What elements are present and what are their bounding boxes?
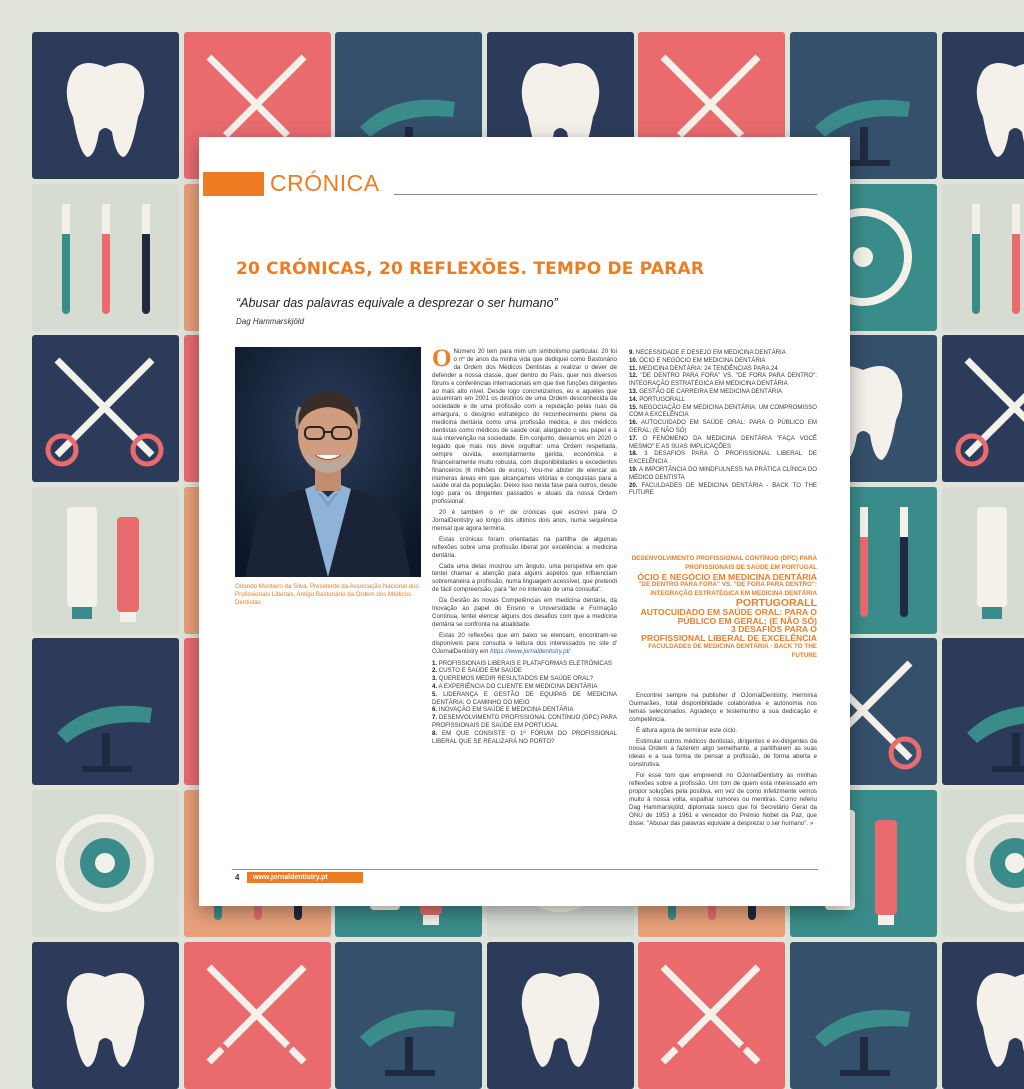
list-item bbox=[432, 730, 617, 746]
paragraph: Encontrei sempre na publisher d' OJornalDentistry, Herminia Guimarães, total disponibilidade colaborativa e autonomia nos temas selecionados. Agradeço e testemunho a sua dedicação e competência. bbox=[629, 692, 817, 723]
pull-quote-line: PORTUGORALL bbox=[735, 596, 817, 609]
list-item bbox=[432, 660, 617, 668]
list-item-number: 7. bbox=[432, 714, 438, 722]
epigraph-author: Dag Hammarskjöld bbox=[236, 317, 305, 326]
list-item bbox=[432, 706, 617, 714]
lead-text: Número 20 tem para mim um simbolismo particular. 20 foi o nº de anos da minha vida que dediquei como Bastonário da Ordem dos Médicos Dentistas a realizar o dever de defender a nossa classe, quer dentro do País, quer nos diversos fóruns e conferências internacionais em que tive funções dirigentes ao mais alto nível. Desde logo concretizamos, eu e aqueles que assumiram em 2001 os destinos de uma Ordem desconhecida da sociedade e de uma profissão com a reputação pelas ruas da amargura, o desígnio estratégico do reconhecimento pleno da medicina dentária como uma profissão médica, e dos médicos dentistas como médicos de saúde oral, alargando o seu papel e a sua intervenção na sociedade. Em conjunto, deixamos em 2020 o legado que mais nos deve orgulhar: uma Ordem respeitada, sempre ouvida, exemplarmente gerida, económica e financeiramente muito robusta, com disponibilidades e excedentes financeiros (6 milhões de euros). Vou-me abster de elencar as inúmeras áreas em que alcançamos vitórias e conquistas para a saúde oral da população. Deixo isso nesta fase para outros, desde logo para os dirigentes passados e atuais da nossa Ordem profissional. bbox=[432, 348, 617, 506]
tooth-icon bbox=[32, 32, 179, 179]
article-headline: 20 CRÓNICAS, 20 REFLEXÕES. TEMPO DE PARAR bbox=[236, 259, 705, 279]
list-item-number: 3. bbox=[432, 675, 438, 683]
paragraph-text: Estas 20 reflexões que em baixo se elencam, encontram-se disponíveis para consulta e leitura dos interessados no site d' OJornalDentistry em bbox=[432, 631, 617, 655]
list-item-number: 1. bbox=[432, 659, 438, 667]
brush-icon bbox=[32, 184, 179, 331]
photo-caption: Orlando Monteiro da Silva, Presidente da Associação Nacional dos Profissionais Liberais, Antigo Bastonário da Ordem dos Médicos Dentistas bbox=[235, 583, 419, 606]
magazine-page bbox=[199, 137, 850, 906]
tooth-icon bbox=[942, 942, 1024, 1089]
list-item-number: 4. bbox=[432, 682, 438, 690]
pull-quote-line: INTEGRAÇÃO ESTRATÉGICA EM MEDICINA DENTÁRIA bbox=[650, 590, 817, 598]
paragraph: Da Gestão às novas Competências em medicina dentária, da Inovação ao papel do Ensino e Universidade e Formação Contínua, tentei elencar alguns dos desafios com que a medicina dentária se confronta na atualidade. bbox=[432, 597, 617, 628]
list-item-number: 16. bbox=[629, 419, 638, 427]
list-item-title: MEDICINA DENTÁRIA: 24 TENDÊNCIAS PARA 24 bbox=[638, 364, 778, 372]
pull-quote-line: PROFISSIONAIS DE SAÚDE EM PORTUGAL bbox=[685, 563, 817, 571]
list-item-number: 14. bbox=[629, 395, 638, 403]
chronicles-list-9-20 bbox=[629, 349, 817, 497]
list-item bbox=[629, 349, 817, 357]
list-item-title: QUEREMOS MEDIR RESULTADOS EM SAÚDE ORAL? bbox=[438, 675, 593, 683]
list-item-title: INOVAÇÃO EM SAÚDE E MEDICINA DENTÁRIA bbox=[438, 706, 574, 714]
list-item-number: 13. bbox=[629, 387, 638, 395]
chair-icon bbox=[32, 638, 179, 785]
list-item-title: FACULDADES DE MEDICINA DENTÁRIA - BACK TO THE FUTURE bbox=[629, 481, 817, 497]
list-item-number: 10. bbox=[629, 356, 638, 364]
list-item bbox=[629, 435, 817, 451]
scissors-icon bbox=[32, 335, 179, 482]
paragraph bbox=[432, 632, 617, 656]
list-item bbox=[629, 357, 817, 365]
page-number: 4 bbox=[235, 873, 240, 882]
paragraph: É altura agora de terminar este ciclo. bbox=[636, 726, 738, 734]
footer-rule bbox=[232, 869, 818, 870]
article-column-1 bbox=[432, 345, 617, 745]
list-item-number: 2. bbox=[432, 667, 438, 675]
list-item-number: 11. bbox=[629, 364, 638, 372]
section-title: CRÓNICA bbox=[270, 170, 380, 196]
list-item-number: 20. bbox=[629, 481, 638, 489]
paragraph: 20 é também o nº de crónicas que escrevi para O JornalDentistry ao longo dos últimos dois anos, numa sequência mensal que agora termina. bbox=[432, 509, 617, 532]
list-item-number: 18. bbox=[629, 450, 638, 458]
chair-icon bbox=[942, 638, 1024, 785]
list-item bbox=[432, 714, 617, 730]
lead-paragraph bbox=[432, 345, 617, 506]
section-accent-bar bbox=[203, 172, 264, 196]
list-item bbox=[629, 372, 817, 388]
list-item-title: EM QUE CONSISTE O 1º FÓRUM DO PROFISSIONAL LIBERAL QUE SE REALIZARÁ NO PORTO? bbox=[432, 729, 617, 745]
tooth-icon bbox=[487, 942, 634, 1089]
list-item-title: PORTUGORALL bbox=[639, 395, 686, 403]
list-item-title: NECESSIDADE E DESEJO EM MEDICINA DENTÁRIA bbox=[635, 349, 786, 356]
paragraph: Foi esse tom que empreendi no OJornalDentistry às minhas reflexões sobre a profissão. Um tom de quem está interessado em propor soluções pela positiva, em vez de como infelizmente vemos muito à nossa volta, espalhar rumores ou mentiras. Como referiu Dag Hammarskjöld, diplomata sueco que foi Secretário Geral da ONU de 1953 a 1961 e vencedor do Prémio Nobel da Paz, que disse: "Abusar das palavras equivale a desprezar o ser humano". » bbox=[629, 772, 817, 827]
scissors-icon bbox=[942, 335, 1024, 482]
list-item-title: CUSTO E SAÚDE EM SAÚDE bbox=[438, 667, 522, 675]
list-item-title: ÓCIO E NEGÓCIO EM MEDICINA DENTÁRIA bbox=[639, 356, 766, 364]
epigraph-quote: “Abusar das palavras equivale a desprezar o ser humano” bbox=[236, 296, 558, 310]
list-item-number: 19. bbox=[629, 465, 638, 473]
list-item-title: PROFISSIONAIS LIBERAIS E PLATAFORMAS ELETRÓNICAS bbox=[438, 659, 612, 667]
list-item-title: A IMPORTÂNCIA DO MINDFULNESS NA PRÁTICA CLÍNICA DO MÉDICO DENTISTA bbox=[629, 465, 817, 481]
pull-quote-line: PÚBLICO EM GERAL; (E NÃO SÓ) bbox=[677, 615, 817, 626]
list-item-title: AUTOCUIDADO EM SAÚDE ORAL: PARA O PÚBLICO EM GERAL; (E NÃO SÓ) bbox=[629, 419, 817, 434]
list-item bbox=[629, 388, 817, 396]
list-item-title: NEGOCIAÇÃO EM MEDICINA DENTÁRIA: UM COMPROMISSO COM A EXCELÊNCIA bbox=[629, 403, 817, 419]
tube-icon bbox=[32, 487, 179, 634]
list-item bbox=[629, 404, 817, 420]
list-item-number: 15. bbox=[629, 403, 638, 411]
chair-icon bbox=[335, 942, 482, 1089]
list-item-number: 5. bbox=[432, 690, 438, 698]
pull-quote-line: PROFISSIONAL LIBERAL DE EXCELÊNCIA bbox=[641, 633, 817, 644]
pull-quote-line: AUTOCUIDADO EM SAÚDE ORAL: PARA O bbox=[640, 606, 817, 617]
list-item bbox=[432, 691, 617, 707]
mirror-icon bbox=[32, 790, 179, 937]
list-item bbox=[629, 365, 817, 373]
list-item bbox=[629, 396, 817, 404]
list-item bbox=[432, 683, 617, 691]
pull-quote-line: "DE DENTRO PARA FORA" VS. "DE FORA PARA DENTRO": bbox=[638, 581, 817, 589]
list-item bbox=[629, 419, 817, 435]
scissors-icon bbox=[184, 942, 331, 1089]
chair-icon bbox=[790, 942, 937, 1089]
article-column-2 bbox=[629, 349, 817, 497]
list-item bbox=[629, 466, 817, 482]
author-photo bbox=[235, 347, 421, 577]
list-item-number: 8. bbox=[432, 729, 438, 737]
list-item-title: DESENVOLVIMENTO PROFISSIONAL CONTÍNUO (DPC) PARA PROFISSIONAIS DE SAÚDE EM PORTUGAL bbox=[432, 714, 617, 729]
tooth-icon bbox=[32, 942, 179, 1089]
list-item-number: 12. bbox=[629, 372, 638, 380]
list-item-title: 3 DESAFIOS PARA O PROFISSIONAL LIBERAL DE EXCELÊNCIA bbox=[629, 450, 817, 466]
pull-quote-line: FACULDADES DE MEDICINA DENTÁRIA - BACK TO THE FUTURE bbox=[648, 642, 817, 659]
website-link[interactable]: https://www.jornaldentistry.pt/ bbox=[490, 647, 571, 655]
tooth-icon bbox=[942, 32, 1024, 179]
chronicles-list-1-8 bbox=[432, 660, 617, 746]
paragraph: Estas crónicas foram orientadas na partilha de algumas reflexões sobre uma profissão liberal por excelência: a medicina dentária. bbox=[432, 535, 617, 559]
article-column-2-closing bbox=[629, 692, 817, 831]
list-item bbox=[629, 450, 817, 466]
section-rule bbox=[394, 194, 817, 195]
list-item-number: 17. bbox=[629, 434, 638, 442]
brush-icon bbox=[942, 184, 1024, 331]
mirror-icon bbox=[942, 790, 1024, 937]
pull-quote-line: 3 DESAFIOS PARA O bbox=[731, 624, 817, 635]
scissors-icon bbox=[638, 942, 785, 1089]
list-item-title: GESTÃO DE CARREIRA EM MEDICINA DENTÁRIA bbox=[639, 387, 783, 395]
paragraph: Estimular outros médicos dentistas, dirigentes e ex-dirigentes da nossa Ordem a fazerem algo semelhante, a partilharem as suas ideias e a sua forma de pensar a profissão, de forma aberta e construtiva. bbox=[629, 737, 817, 769]
pull-quote-line: ÓCIO E NEGÓCIO EM MEDICINA DENTÁRIA bbox=[637, 571, 817, 582]
list-item-number: 9. bbox=[629, 349, 635, 356]
list-item-number: 6. bbox=[432, 706, 438, 714]
list-item bbox=[629, 482, 817, 498]
list-item bbox=[432, 675, 617, 683]
list-item-title: LIDERANÇA E GESTÃO DE EQUIPAS DE MEDICINA DENTÁRIA: O CAMINHO DO MEIO bbox=[432, 690, 617, 706]
pull-quote-line: DESENVOLVIMENTO PROFISSIONAL CONTÍNUO (DPC) PARA bbox=[631, 555, 817, 562]
paragraph: Cada uma delas mostrou um ângulo, uma perspetiva em que tentei chamar a atenção para alguns aspetos que influenciam sobremaneira a profissão, numa linguagem acessível, que pretendi de fácil compreensão, para "ler no intervalo de uma consulta". bbox=[432, 562, 617, 594]
footer-website[interactable]: www.jornaldentistry.pt bbox=[247, 872, 363, 883]
pull-quote-block bbox=[629, 555, 817, 661]
list-item-title: O FENÓMENO DA MEDICINA DENTÁRIA "FAÇA VOCÊ MESMO" E AS SUAS IMPLICAÇÕES bbox=[629, 434, 817, 450]
list-item bbox=[432, 667, 617, 675]
tube-icon bbox=[942, 487, 1024, 634]
list-item-title: "DE DENTRO PARA FORA" VS. "DE FORA PARA DENTRO": INTEGRAÇÃO ESTRATÉGICA EM MEDICINA DENTÁRIA bbox=[629, 372, 817, 388]
list-item-title: A EXPERIÊNCIA DO CLIENTE EM MEDICINA DENTÁRIA bbox=[438, 682, 598, 690]
drop-cap: O bbox=[432, 345, 452, 372]
